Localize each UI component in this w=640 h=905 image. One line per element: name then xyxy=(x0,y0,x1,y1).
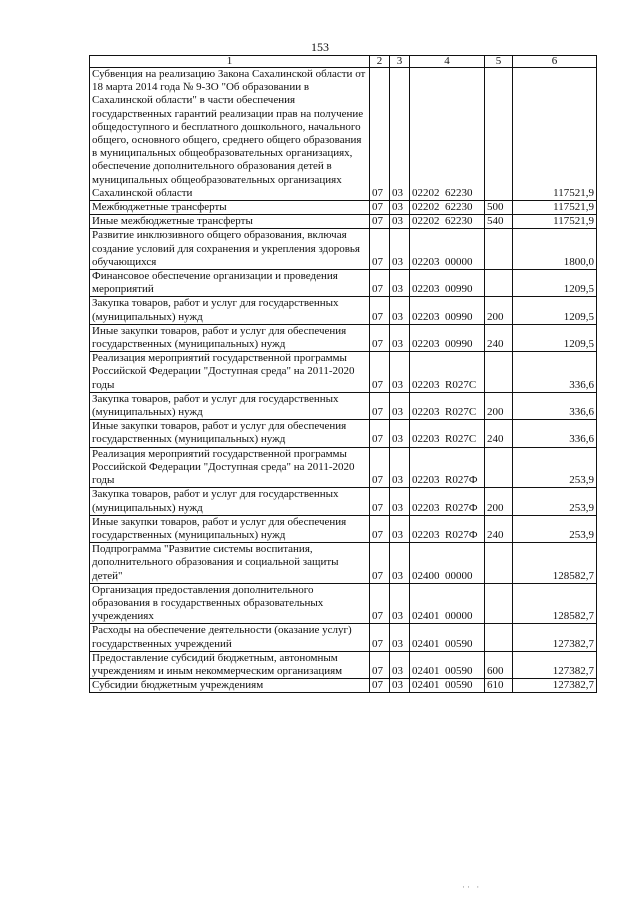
row-section-code: 07 xyxy=(370,352,390,393)
table-row xyxy=(90,68,597,201)
row-expense-type-code xyxy=(485,68,513,201)
column-header: 4 xyxy=(410,56,485,68)
row-description: Иные закупки товаров, работ и услуг для обеспечения государственных (муниципальных) нужд xyxy=(90,324,370,351)
row-description: Закупка товаров, работ и услуг для государственных (муниципальных) нужд xyxy=(90,297,370,324)
table-row xyxy=(90,651,597,678)
table-row xyxy=(90,297,597,324)
row-description: Закупка товаров, работ и услуг для государственных (муниципальных) нужд xyxy=(90,392,370,419)
row-expense-type-code: 610 xyxy=(485,679,513,693)
row-description: Развитие инклюзивного общего образования, включая создание условий для сохранения и укрепления здоровья обучающихся xyxy=(90,229,370,270)
row-amount: 253,9 xyxy=(513,488,597,515)
row-expense-type-code: 600 xyxy=(485,651,513,678)
scan-artifact: ·· · xyxy=(462,882,482,892)
row-amount: 128582,7 xyxy=(513,583,597,624)
row-amount: 117521,9 xyxy=(513,201,597,215)
row-expense-type-code xyxy=(485,543,513,584)
row-amount: 336,6 xyxy=(513,392,597,419)
row-target-article-code: 02401 00590 xyxy=(410,624,485,651)
row-amount: 127382,7 xyxy=(513,651,597,678)
table-row xyxy=(90,201,597,215)
column-header: 5 xyxy=(485,56,513,68)
row-amount: 117521,9 xyxy=(513,215,597,229)
row-amount: 127382,7 xyxy=(513,679,597,693)
row-subsection-code: 03 xyxy=(390,297,410,324)
row-description: Субвенция на реализацию Закона Сахалинской области от 18 марта 2014 года № 9-ЗО "Об образовании в Сахалинской области" в части обеспечения государственных гарантий реализации прав на получение общедоступного и бесплатного дошкольного, начального общего, основного общего, среднего общего образования в муниципальных общеобразовательных организациях, обеспечение дополнительного образования детей в муниципальных общеобразовательных организациях Сахалинской области xyxy=(90,68,370,201)
column-header: 3 xyxy=(390,56,410,68)
column-header: 6 xyxy=(513,56,597,68)
row-section-code: 07 xyxy=(370,270,390,297)
row-target-article-code: 02401 00590 xyxy=(410,679,485,693)
row-amount: 127382,7 xyxy=(513,624,597,651)
row-section-code: 07 xyxy=(370,392,390,419)
row-subsection-code: 03 xyxy=(390,352,410,393)
row-target-article-code: 02400 00000 xyxy=(410,543,485,584)
row-section-code: 07 xyxy=(370,515,390,542)
row-subsection-code: 03 xyxy=(390,651,410,678)
row-subsection-code: 03 xyxy=(390,515,410,542)
row-subsection-code: 03 xyxy=(390,420,410,447)
row-expense-type-code: 500 xyxy=(485,201,513,215)
row-target-article-code: 02203 00990 xyxy=(410,297,485,324)
row-target-article-code: 02202 62230 xyxy=(410,68,485,201)
table-row xyxy=(90,215,597,229)
row-description: Иные межбюджетные трансферты xyxy=(90,215,370,229)
row-expense-type-code xyxy=(485,270,513,297)
budget-table xyxy=(89,55,597,693)
row-target-article-code: 02203 R027Ф xyxy=(410,447,485,488)
table-row xyxy=(90,392,597,419)
row-section-code: 07 xyxy=(370,583,390,624)
row-section-code: 07 xyxy=(370,543,390,584)
row-description: Подпрограмма "Развитие системы воспитания, дополнительного образования и социальной защиты детей" xyxy=(90,543,370,584)
row-target-article-code: 02203 00990 xyxy=(410,270,485,297)
row-target-article-code: 02401 00000 xyxy=(410,583,485,624)
row-description: Предоставление субсидий бюджетным, автономным учреждениям и иным некоммерческим организациям xyxy=(90,651,370,678)
table-row xyxy=(90,583,597,624)
row-description: Субсидии бюджетным учреждениям xyxy=(90,679,370,693)
row-expense-type-code: 240 xyxy=(485,420,513,447)
row-subsection-code: 03 xyxy=(390,583,410,624)
row-amount: 253,9 xyxy=(513,447,597,488)
row-expense-type-code xyxy=(485,624,513,651)
row-target-article-code: 02203 R027C xyxy=(410,392,485,419)
column-header: 1 xyxy=(90,56,370,68)
row-section-code: 07 xyxy=(370,447,390,488)
row-description: Иные закупки товаров, работ и услуг для обеспечения государственных (муниципальных) нужд xyxy=(90,420,370,447)
page-number: 153 xyxy=(311,40,329,54)
row-expense-type-code xyxy=(485,583,513,624)
row-subsection-code: 03 xyxy=(390,447,410,488)
row-section-code: 07 xyxy=(370,215,390,229)
table-row xyxy=(90,447,597,488)
row-expense-type-code: 200 xyxy=(485,297,513,324)
row-subsection-code: 03 xyxy=(390,215,410,229)
row-subsection-code: 03 xyxy=(390,324,410,351)
row-target-article-code: 02203 00990 xyxy=(410,324,485,351)
row-target-article-code: 02203 R027Ф xyxy=(410,488,485,515)
row-target-article-code: 02203 R027C xyxy=(410,420,485,447)
table-row xyxy=(90,679,597,693)
row-expense-type-code: 540 xyxy=(485,215,513,229)
table-row xyxy=(90,229,597,270)
row-amount: 1209,5 xyxy=(513,297,597,324)
table-header-row xyxy=(90,56,597,68)
row-description: Расходы на обеспечение деятельности (оказание услуг) государственных учреждений xyxy=(90,624,370,651)
table-row xyxy=(90,515,597,542)
row-section-code: 07 xyxy=(370,229,390,270)
row-expense-type-code: 240 xyxy=(485,515,513,542)
row-section-code: 07 xyxy=(370,68,390,201)
row-amount: 1800,0 xyxy=(513,229,597,270)
row-subsection-code: 03 xyxy=(390,679,410,693)
table-row xyxy=(90,324,597,351)
table-row xyxy=(90,420,597,447)
table-row xyxy=(90,488,597,515)
row-description: Межбюджетные трансферты xyxy=(90,201,370,215)
row-expense-type-code: 200 xyxy=(485,488,513,515)
column-header: 2 xyxy=(370,56,390,68)
row-description: Реализация мероприятий государственной программы Российской Федерации "Доступная среда" на 2011-2020 годы xyxy=(90,352,370,393)
row-section-code: 07 xyxy=(370,297,390,324)
row-expense-type-code: 200 xyxy=(485,392,513,419)
row-description: Закупка товаров, работ и услуг для государственных (муниципальных) нужд xyxy=(90,488,370,515)
row-expense-type-code: 240 xyxy=(485,324,513,351)
row-target-article-code: 02202 62230 xyxy=(410,215,485,229)
row-subsection-code: 03 xyxy=(390,624,410,651)
table-row xyxy=(90,543,597,584)
row-expense-type-code xyxy=(485,352,513,393)
row-amount: 1209,5 xyxy=(513,324,597,351)
row-section-code: 07 xyxy=(370,201,390,215)
row-target-article-code: 02401 00590 xyxy=(410,651,485,678)
row-subsection-code: 03 xyxy=(390,392,410,419)
row-description: Реализация мероприятий государственной программы Российской Федерации "Доступная среда" на 2011-2020 годы xyxy=(90,447,370,488)
row-expense-type-code xyxy=(485,447,513,488)
row-amount: 117521,9 xyxy=(513,68,597,201)
row-subsection-code: 03 xyxy=(390,488,410,515)
row-expense-type-code xyxy=(485,229,513,270)
row-subsection-code: 03 xyxy=(390,68,410,201)
row-description: Финансовое обеспечение организации и проведения мероприятий xyxy=(90,270,370,297)
row-amount: 336,6 xyxy=(513,420,597,447)
row-amount: 128582,7 xyxy=(513,543,597,584)
row-amount: 336,6 xyxy=(513,352,597,393)
row-section-code: 07 xyxy=(370,324,390,351)
row-section-code: 07 xyxy=(370,624,390,651)
row-subsection-code: 03 xyxy=(390,270,410,297)
row-amount: 1209,5 xyxy=(513,270,597,297)
row-subsection-code: 03 xyxy=(390,229,410,270)
row-description: Иные закупки товаров, работ и услуг для обеспечения государственных (муниципальных) нужд xyxy=(90,515,370,542)
row-description: Организация предоставления дополнительного образования в государственных образовательных учреждениях xyxy=(90,583,370,624)
row-section-code: 07 xyxy=(370,679,390,693)
row-section-code: 07 xyxy=(370,420,390,447)
table-row xyxy=(90,624,597,651)
row-subsection-code: 03 xyxy=(390,201,410,215)
row-target-article-code: 02203 R027Ф xyxy=(410,515,485,542)
row-subsection-code: 03 xyxy=(390,543,410,584)
row-target-article-code: 02202 62230 xyxy=(410,201,485,215)
row-section-code: 07 xyxy=(370,488,390,515)
row-target-article-code: 02203 R027C xyxy=(410,352,485,393)
row-section-code: 07 xyxy=(370,651,390,678)
row-amount: 253,9 xyxy=(513,515,597,542)
table-row xyxy=(90,352,597,393)
row-target-article-code: 02203 00000 xyxy=(410,229,485,270)
table-row xyxy=(90,270,597,297)
